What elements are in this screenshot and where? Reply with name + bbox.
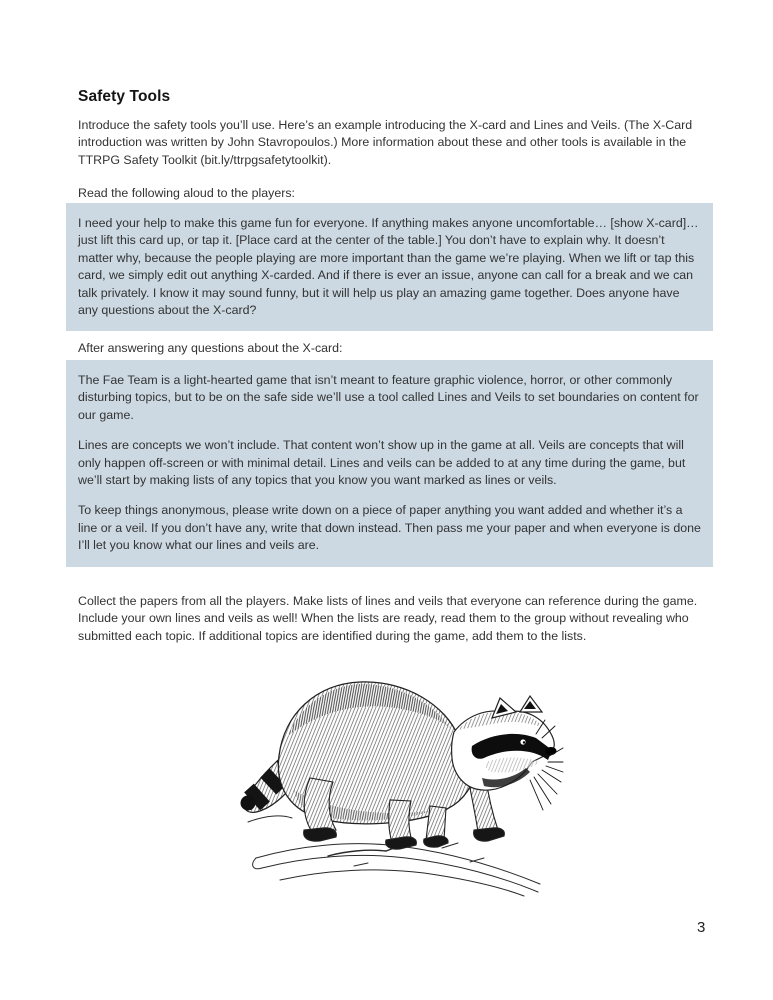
raccoon-line-art-icon — [234, 670, 564, 908]
lines-veils-paragraph-2: Lines are concepts we won’t include. That content won’t show up in the game at all. Veils are concepts that will only happen off-screen or with minimal detail. Lines and veils can be added to at any time during the game, but we’ll start by making lists of any topics that you know you want marked as lines or veils. — [78, 438, 686, 488]
lines-veils-paragraph-1: The Fae Team is a light-hearted game that isn’t meant to feature graphic violence, horror, or other commonly disturbing topics, but to be on the safe side we’ll use a tool called Lines and Veils to set boundaries on content for our game. — [78, 373, 699, 422]
xcard-script-callout — [66, 203, 713, 331]
raccoon-head — [452, 696, 563, 810]
page-title: Safety Tools — [78, 88, 171, 106]
intro-paragraph: Introduce the safety tools you’ll use. Here’s an example introducing the X-card and Lines and Veils. (The X-Card introduction was written by John Stavropoulos.) More information about these and other tools is available in the TTRPG Safety Toolkit (bit.ly/ttrpgsafetytoolkit). — [78, 118, 693, 167]
collect-papers-paragraph: Collect the papers from all the players. Make lists of lines and veils that everyone can reference during the game. Include your own lines and veils as well! When the lists are ready, read them to the group without revealing who submitted each topic. If additional topics are identified during the game, add them to the lists. — [78, 594, 698, 643]
lines-veils-script-callout — [66, 360, 713, 567]
xcard-script-text: I need your help to make this game fun for everyone. If anything makes anyone uncomfortable… [show X-card]… just lift this card up, or tap it. [Place card at the center of the table.] You don’t have to explain why. It doesn’t matter why, because the people playing are more important than the game we’re playing. When we lift or tap this card, we simply edit out anything X-carded. And if there is ever an issue, anyone can call for a break and we can talk privately. I know it may sound funny, but it will help us play an amazing game together. Does anyone have any questions about the X-card? — [78, 216, 699, 318]
lines-veils-paragraph-3: To keep things anonymous, please write down on a piece of paper anything you want added and whether it’s a line or a veil. If you don’t have any, write that down instead. Then pass me your paper and when everyone is done I’ll let you know what our lines and veils are. — [78, 503, 701, 553]
after-questions-lead-in: After answering any questions about the X-card: — [78, 341, 343, 355]
raccoon-illustration — [234, 670, 564, 913]
read-aloud-lead-in: Read the following aloud to the players: — [78, 186, 295, 200]
page-number: 3 — [697, 919, 706, 936]
